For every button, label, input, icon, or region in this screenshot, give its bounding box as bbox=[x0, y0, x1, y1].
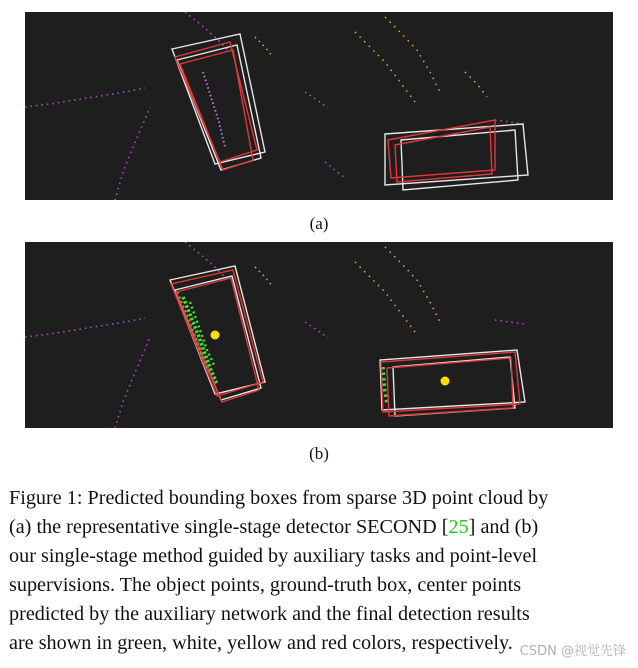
caption-line-5: predicted by the auxiliary network and the final detection results bbox=[9, 603, 530, 625]
detection-box-car2-a bbox=[388, 120, 495, 182]
object-points-car2-b bbox=[383, 367, 387, 404]
caption-line-3: our single-stage method guided by auxiliary tasks and point-level bbox=[9, 545, 538, 567]
caption-line-2 bbox=[9, 513, 629, 542]
panel-a-pointcloud bbox=[25, 12, 613, 200]
panel-a-label: (a) bbox=[309, 214, 329, 233]
caption-line-6: are shown in green, white, yellow and red colors, respectively. bbox=[9, 632, 513, 654]
caption-line-1: Figure 1: Predicted bounding boxes from sparse 3D point cloud by bbox=[9, 487, 549, 509]
scan-points-b bbox=[25, 242, 525, 428]
object-points-car1-b bbox=[177, 292, 217, 384]
panel-b-pointcloud bbox=[25, 242, 613, 428]
pointcloud-a-svg bbox=[25, 12, 613, 200]
citation-link[interactable]: 25 bbox=[448, 516, 469, 538]
caption-line-2-post: ] and (b) bbox=[468, 516, 539, 538]
watermark: CSDN @视觉先锋 bbox=[519, 644, 626, 659]
center-point-car2-b bbox=[441, 377, 450, 386]
panel-b-label: (b) bbox=[309, 444, 329, 463]
caption-line-4: supervisions. The object points, ground-truth box, center points bbox=[9, 574, 522, 596]
figure-caption bbox=[9, 484, 629, 658]
scan-points-a bbox=[25, 12, 525, 200]
detection-box-car1-a bbox=[175, 42, 257, 170]
caption-line-2-pre: (a) the representative single-stage detector SECOND [ bbox=[9, 516, 449, 538]
center-point-car1-b bbox=[211, 331, 220, 340]
pointcloud-b-svg bbox=[25, 242, 613, 428]
